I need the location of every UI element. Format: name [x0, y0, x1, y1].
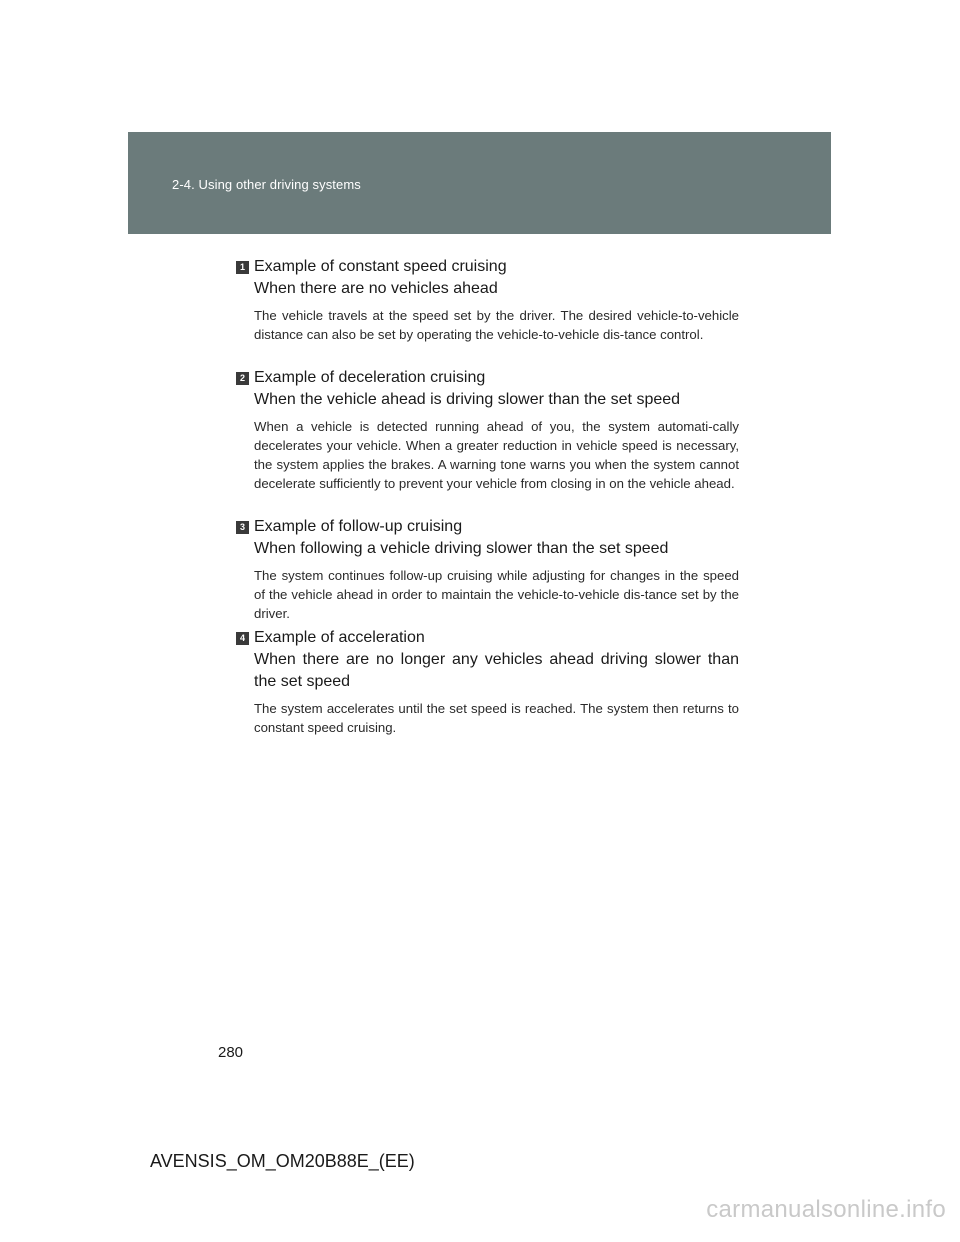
section-title: 2-4. Using other driving systems	[172, 177, 361, 192]
item-body: The vehicle travels at the speed set by the driver. The desired vehicle-to-vehicle distance can also be set by operating the vehicle-to-vehicle dis-tance control.	[254, 308, 739, 342]
item-body: When a vehicle is detected running ahead of you, the system automati-cally decelerates your vehicle. When a greater reduction in vehicle speed is necessary, the system applies the brakes. A warning tone warns you when the system cannot decelerate sufficiently to prevent your vehicle from closing in on the vehicle ahead.	[254, 419, 739, 491]
item-title: Example of acceleration	[254, 629, 425, 646]
list-item-1	[236, 256, 739, 344]
item-number-badge: 1	[236, 261, 249, 274]
item-subtitle: When there are no longer any vehicles ahead driving slower than the set speed	[254, 651, 739, 690]
list-item-4	[236, 627, 739, 737]
item-subtitle: When following a vehicle driving slower than the set speed	[254, 540, 669, 557]
item-number-badge: 3	[236, 521, 249, 534]
item-title: Example of deceleration cruising	[254, 369, 486, 386]
list-item-2	[236, 367, 739, 493]
item-number-badge: 4	[236, 632, 249, 645]
item-body: The system continues follow-up cruising while adjusting for changes in the speed of the vehicle ahead in order to maintain the vehicle-to-vehicle dis-tance set by the driver.	[254, 568, 739, 621]
page-number: 280	[218, 1044, 244, 1061]
item-body: The system accelerates until the set speed is reached. The system then returns to constant speed cruising.	[254, 701, 739, 735]
list-item-3	[236, 516, 739, 623]
item-title: Example of follow-up cruising	[254, 518, 463, 535]
item-subtitle: When there are no vehicles ahead	[254, 280, 498, 297]
item-subtitle: When the vehicle ahead is driving slower than the set speed	[254, 391, 681, 408]
item-number-badge: 2	[236, 372, 249, 385]
document-code: AVENSIS_OM_OM20B88E_(EE)	[150, 1151, 415, 1171]
watermark: carmanualsonline.info	[706, 1196, 946, 1223]
item-title: Example of constant speed cruising	[254, 258, 507, 275]
